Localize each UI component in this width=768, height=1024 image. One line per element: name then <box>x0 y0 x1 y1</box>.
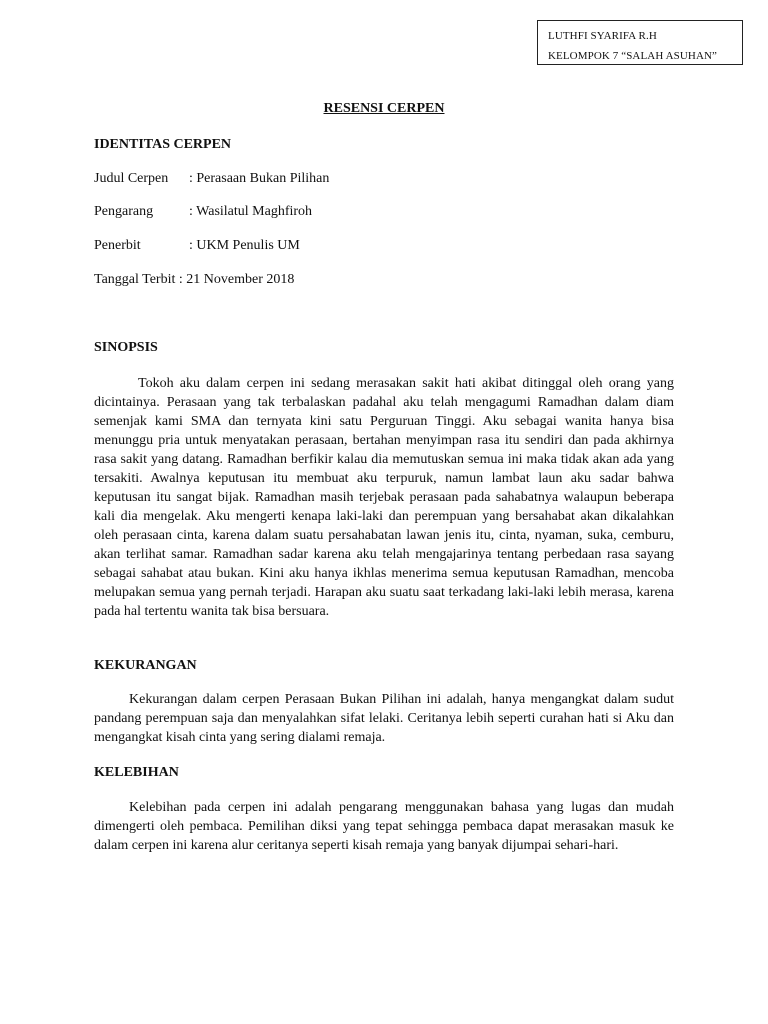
kelebihan-heading: KELEBIHAN <box>94 765 179 780</box>
ident-label: Penerbit <box>94 238 141 253</box>
kekurangan-paragraph: Kekurangan dalam cerpen Perasaan Bukan Pilihan ini adalah, hanya mengangkat dalam sudut pandang perempuan saja dan menyalahkan sifat lelaki. Ceritanya lebih seperti curahan hati si Aku dan mengangkat kisah cinta yang sering dialami remaja. <box>94 692 674 745</box>
sinopsis-paragraph: Tokoh aku dalam cerpen ini sedang merasakan sakit hati akibat ditinggal oleh orang yang dicintainya. Perasaan yang tak terbalaskan padahal aku telah mengagumi Ramadhan dalam diam semenjak kami SMA dan ternyata kini satu Perguruan Tinggi. Aku sebagai wanita hanya bisa menunggu pria untuk menyatakan perasaan, bertahan menyimpan rasa itu sendiri dan pada akhirnya rasa sakit yang datang. Ramadhan berfikir kalau dia memutuskan semua ini maka tidak akan ada yang tersakiti. Awalnya keputusan itu membuat aku terpuruk, namun lambat laun aku sadar bahwa keputusan itu sangat bijak. Ramadhan masih terjebak perasaan pada sahabatnya walaupun beberapa kali dia mengelak. Aku mengerti kenapa laki-laki dan perempuan yang bersahabat akan dikalahkan oleh perasaan cinta, karena dalam suatu persahabatan lawan jenis itu, cinta, nyaman, suka, cemburu, akan terlihat samar. Ramadhan sadar karena aku telah mengajarinya tentang perbedaan rasa sayang sebagai sahabat atau bukan. Kini aku hanya ikhlas menerima semua keputusan Ramadhan, mencoba melupakan semua yang pernah terjadi. Harapan aku suatu saat terkadang laki-laki lebih merasa, karena pada hal tertentu wanita tak bisa bersuara. <box>94 376 674 619</box>
ident-row-pengarang <box>94 204 312 220</box>
ident-row-penerbit <box>94 238 300 254</box>
ident-row-tanggal <box>94 272 294 288</box>
sinopsis-heading: SINOPSIS <box>94 340 158 355</box>
page-title: RESENSI CERPEN <box>323 101 445 116</box>
ident-value: : UKM Penulis UM <box>189 238 300 253</box>
group-name: KELOMPOK 7 “SALAH ASUHAN” <box>548 50 718 62</box>
ident-value: : 21 November 2018 <box>175 272 295 287</box>
author-name: LUTHFI SYARIFA R.H <box>548 30 657 42</box>
ident-label: Pengarang <box>94 204 154 219</box>
kekurangan-heading: KEKURANGAN <box>94 658 197 673</box>
ident-row-judul <box>94 171 329 187</box>
ident-value: : Perasaan Bukan Pilihan <box>189 171 330 186</box>
identitas-heading: IDENTITAS CERPEN <box>94 137 232 152</box>
author-info-box <box>537 20 743 65</box>
ident-label: Tanggal Terbit <box>94 272 176 287</box>
kelebihan-paragraph: Kelebihan pada cerpen ini adalah pengarang menggunakan bahasa yang lugas dan mudah dimengerti oleh pembaca. Pemilihan diksi yang tepat sehingga pembaca dapat merasakan masuk ke dalam cerpen ini karena alur ceritanya seperti kisah remaja yang banyak dijumpai sehari-hari. <box>94 800 674 853</box>
ident-value: : Wasilatul Maghfiroh <box>189 204 313 219</box>
ident-label: Judul Cerpen <box>94 171 169 186</box>
